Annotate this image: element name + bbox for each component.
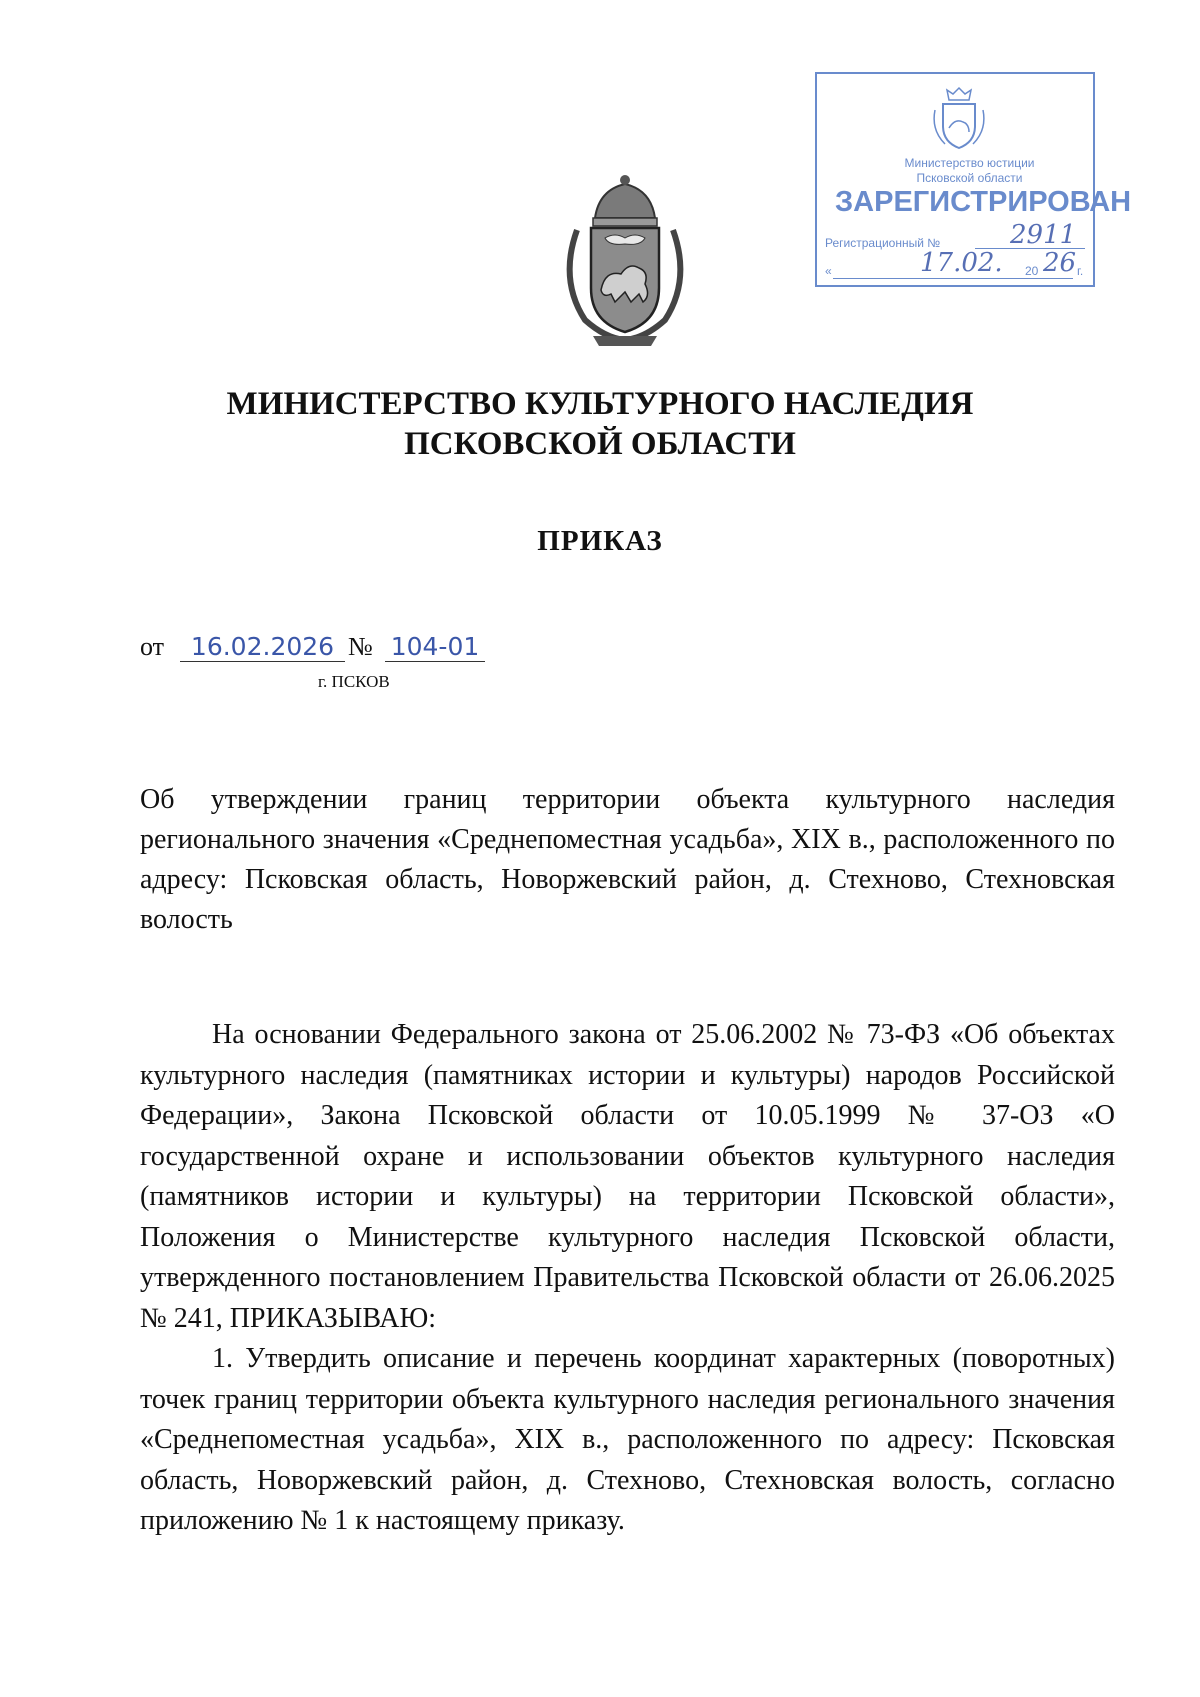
stamp-year-prefix: 20 — [1025, 264, 1039, 278]
stamp-date-value: 17.02. — [920, 248, 1003, 278]
stamp-number-label: Регистрационный № — [825, 236, 941, 250]
preamble-paragraph: На основании Федерального закона от 25.06.2002 № 73-ФЗ «Об объектах культурного наследия (памятниках истории и культуры) народов Российской Федерации», Закона Псковской области от 10.05.1999 № 37-ОЗ «О государственной охране и использовании объектов культурного наследия (памятников истории и культуры) на территории Псковской области», Положения о Министерстве культурного наследия Псковской области, утвержденного постановлением Правительства Псковской области от 26.06.2025 № 241, ПРИКАЗЫВАЮ: — [140, 1019, 1115, 1334]
stamp-ministry: Министерство юстиции Псковской области — [904, 156, 1035, 185]
order-date: 16.02.2026 — [180, 632, 345, 662]
document-title: Об утверждении границ территории объекта культурного наследия регионального значения «Среднепоместная усадьба», XIX в., расположенного по адресу: Псковская область, Новоржевский район, д. Стехново, Стехновская волость — [140, 784, 1115, 935]
item-1-paragraph: 1. Утвердить описание и перечень координат характерных (поворотных) точек границ территории объекта культурного наследия регионального значения «Среднепоместная усадьба», XIX в., расположенного по адресу: Псковская область, Новоржевский район, д. Стехново, Стехновская волость, согласно приложению № 1 к настоящему приказу. — [140, 1343, 1115, 1536]
coat-of-arms-icon — [555, 170, 695, 350]
number-sign: № — [348, 632, 373, 661]
from-label: от — [140, 632, 165, 661]
organization-name: МИНИСТЕРСТВО КУЛЬТУРНОГО НАСЛЕДИЯ ПСКОВСКОЙ ОБЛАСТИ — [226, 386, 974, 462]
registration-stamp — [815, 72, 1132, 287]
stamp-year-suffix: г. — [1077, 264, 1084, 278]
stamp-number-value: 2911 — [1010, 220, 1077, 250]
document-body — [140, 1015, 1115, 1542]
city: г. ПСКОВ — [318, 672, 390, 691]
stamp-emblem-icon — [929, 84, 989, 154]
stamp-registered: ЗАРЕГИСТРИРОВАН — [835, 186, 1132, 218]
document-type: ПРИКАЗ — [537, 525, 663, 557]
stamp-year-value: 26 — [1043, 248, 1077, 278]
stamp-date-prefix: « — [825, 264, 832, 278]
order-number: 104-01 — [385, 632, 485, 662]
